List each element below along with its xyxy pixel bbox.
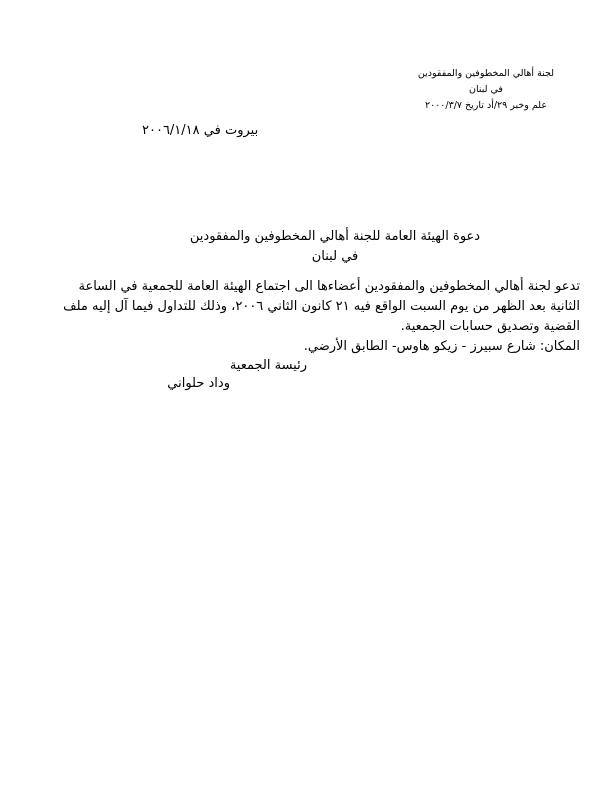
body-line: القضية وتصديق حسابات الجمعية.: [400, 319, 580, 334]
letterhead-org-location: في لبنان: [469, 84, 503, 95]
body-paragraph: [32, 277, 580, 357]
date-line: بيروت في ٢٠٠٦/١/١٨: [142, 123, 259, 138]
body-line: تدعو لجنة أهالي المخطوفين والمفقودين أعضاءها الى اجتماع الهيئة العامة للجمعية في الساعة: [78, 279, 580, 294]
signature-role: رئيسة الجمعية: [229, 358, 307, 373]
signature-name: وداد حلواني: [167, 376, 230, 391]
letterhead-registration: علم وخبر ٢٩/أد تاريخ ٢٠٠٠/٣/٧: [424, 100, 547, 111]
invitation-title: [58, 227, 612, 267]
body-line: المكان: شارع سبيرز - زيكو هاوس- الطابق الأرضي.: [303, 339, 580, 354]
letterhead: [394, 66, 578, 114]
letterhead-org-name: لجنة أهالي المخطوفين والمفقودين: [417, 68, 555, 79]
invitation-title-line1: دعوة الهيئة العامة للجنة أهالي المخطوفين والمفقودين: [189, 229, 481, 244]
invitation-title-line2: في لبنان: [311, 249, 359, 264]
body-line: الثانية بعد الظهر من يوم السبت الواقع فيه ٢١ كانون الثاني ٢٠٠٦، وذلك للتداول فيما آل إليه ملف: [63, 299, 580, 314]
